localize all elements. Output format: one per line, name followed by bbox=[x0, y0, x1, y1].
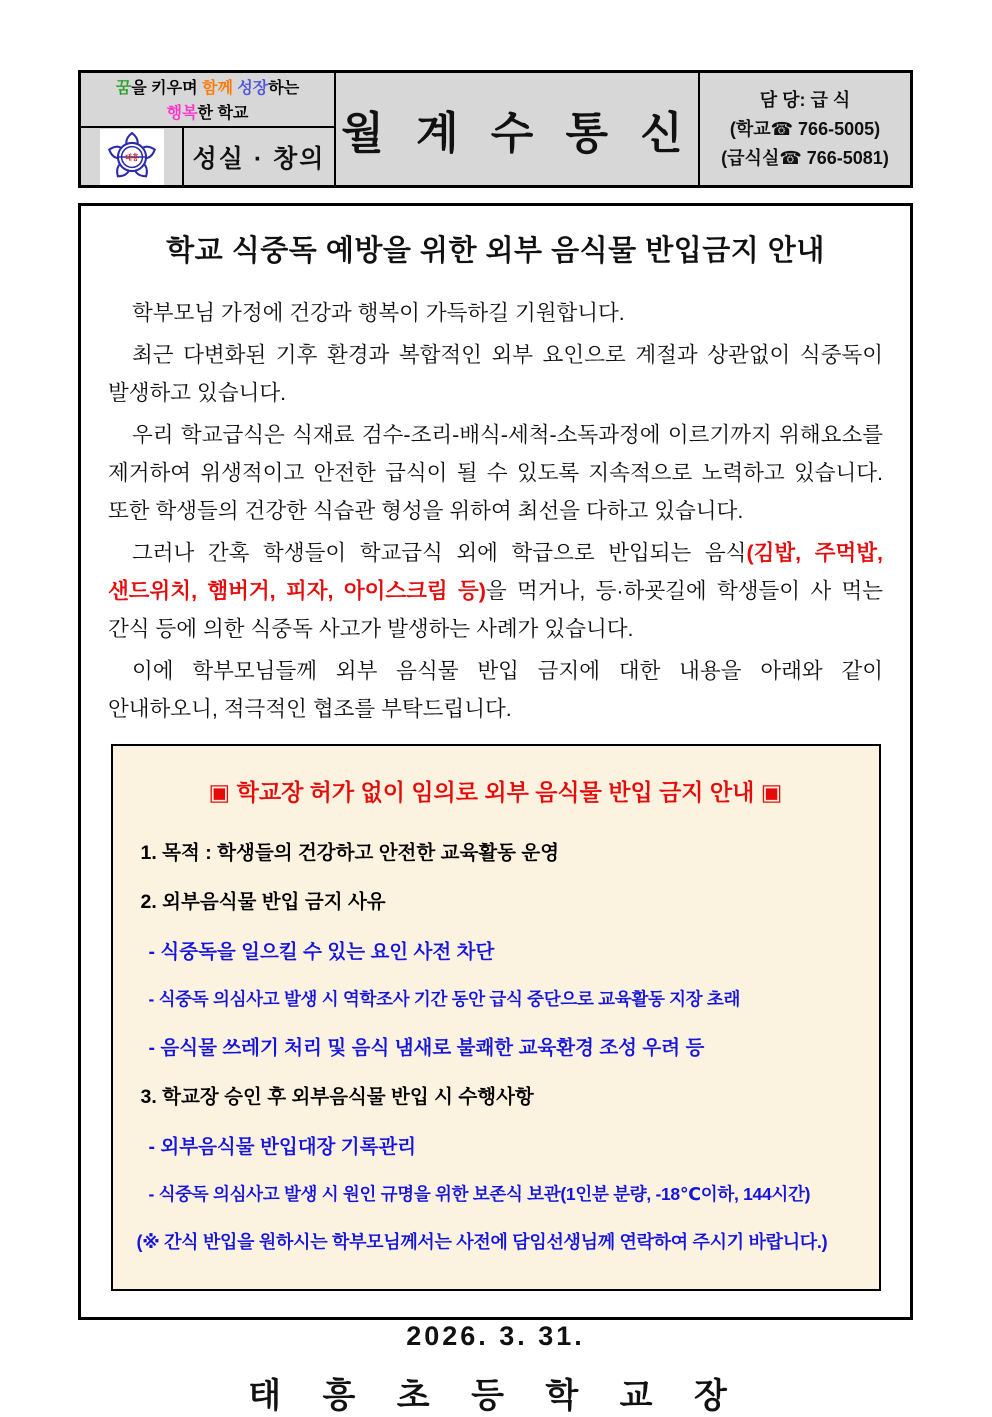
guideline-procedure-1: - 외부음식물 반입대장 기록관리 bbox=[148, 1135, 417, 1158]
principal-signature: 태 흥 초 등 학 교 장 bbox=[248, 1376, 743, 1415]
contact-department: 담 당: 급 식 bbox=[759, 89, 851, 110]
header-left-column bbox=[81, 73, 336, 185]
guideline-procedure-2: - 식중독 의심사고 발생 시 원인 규명을 위한 보존식 보관(1인분 분량, -18℃이하, 144시간) bbox=[148, 1184, 811, 1205]
guideline-item-procedures: 3. 학교장 승인 후 외부음식물 반입 시 수행사항 bbox=[140, 1086, 534, 1109]
paragraph-climate: 최근 다변화된 기후 환경과 복합적인 외부 요인으로 계절과 상관없이 식중독이 발생하고 있습니다. bbox=[108, 343, 883, 405]
guideline-item-reasons: 2. 외부음식물 반입 금지 사유 bbox=[140, 891, 386, 914]
paragraph-school-meal: 우리 학교급식은 식재료 검수-조리-배식-세척-소독과정에 이르기까지 위해요소를 제거하여 위생적이고 안전한 급식이 될 수 있도록 지속적으로 노력하고 있습니다. 또한 학생들의 건강한 식습관 형성을 위하여 최선을 다하고 있습니다. bbox=[108, 423, 883, 523]
paragraph-outside-food-post: 을 먹거나, 등·하굣길에 학생들이 사 먹는 간식 등에 의한 식중독 사고가 발생하는 사례가 있습니다. bbox=[108, 579, 883, 641]
newsletter-title: 월 계 수 통 신 bbox=[336, 73, 700, 185]
paragraph-outside-food bbox=[108, 534, 883, 648]
motto-word-together: 함께 bbox=[201, 80, 233, 97]
motto-line-2 bbox=[81, 101, 334, 126]
notice-title: 학교 식중독 예방을 위한 외부 음식물 반입금지 안내 bbox=[166, 235, 825, 267]
school-motto bbox=[81, 73, 334, 128]
notice-body bbox=[78, 203, 913, 1415]
paragraph-outside-food-pre: 그러나 간혹 학생들이 학교급식 외에 학급으로 반입되는 음식 bbox=[132, 541, 747, 565]
logo-cell bbox=[81, 128, 182, 185]
paragraph-greeting: 학부모님 가정에 건강과 행복이 가득하길 기원합니다. bbox=[132, 301, 625, 325]
guideline-footnote: (※ 간식 반입을 원하시는 학부모님께서는 사전에 담임선생님께 연락하여 주시기 바랍니다.) bbox=[136, 1232, 828, 1252]
notice-paragraphs bbox=[108, 294, 883, 728]
contact-phone-school: (학교☎ 766-5005) bbox=[729, 118, 881, 139]
newsletter-header bbox=[78, 70, 913, 188]
guideline-box-title: ▣ 학교장 허가 없이 임의로 외부 음식물 반입 금지 안내 ▣ bbox=[208, 779, 783, 805]
school-emblem-icon bbox=[105, 131, 159, 183]
school-logo bbox=[100, 129, 164, 185]
motto-word-growth: 성장 bbox=[232, 80, 269, 97]
motto-word-dream: 꿈 bbox=[115, 80, 132, 97]
emblem-text: 태흥 bbox=[124, 152, 139, 162]
guideline-reason-1: - 식중독을 일으킬 수 있는 요인 사전 차단 bbox=[148, 940, 495, 963]
paragraph-food-list-red: (김밥, 주먹밥, 샌드위치, 햄버거, 피자, 아이스크림 등) bbox=[108, 541, 883, 603]
guideline-box bbox=[111, 744, 881, 1291]
guideline-reason-3: - 음식물 쓰레기 처리 및 음식 냄새로 불쾌한 교육환경 조성 우려 등 bbox=[148, 1037, 705, 1059]
guideline-reason-2: - 식중독 의심사고 발생 시 역학조사 기간 동안 급식 중단으로 교육활동 지장 초래 bbox=[148, 989, 741, 1010]
motto-word-happy: 행복 bbox=[166, 105, 198, 122]
contact-phone-cafeteria: (급식실☎ 766-5081) bbox=[721, 147, 889, 168]
school-slogan: 성실 · 창의 bbox=[182, 128, 334, 185]
motto-text: 하는 bbox=[268, 80, 300, 97]
paragraph-cooperation: 이에 학부모님들께 외부 음식물 반입 금지에 대한 내용을 아래와 같이 안내하오니, 적극적인 협조를 부탁드립니다. bbox=[108, 659, 883, 721]
contact-info bbox=[700, 73, 910, 185]
motto-text: 을 키우며 bbox=[131, 80, 202, 97]
header-left-bottom-row bbox=[81, 128, 334, 185]
motto-text: 한 학교 bbox=[197, 105, 249, 122]
notice-date: 2026. 3. 31. bbox=[406, 1320, 585, 1351]
guideline-item-purpose: 1. 목적 : 학생들의 건강하고 안전한 교육활동 운영 bbox=[140, 842, 560, 864]
motto-line-1 bbox=[81, 76, 334, 101]
